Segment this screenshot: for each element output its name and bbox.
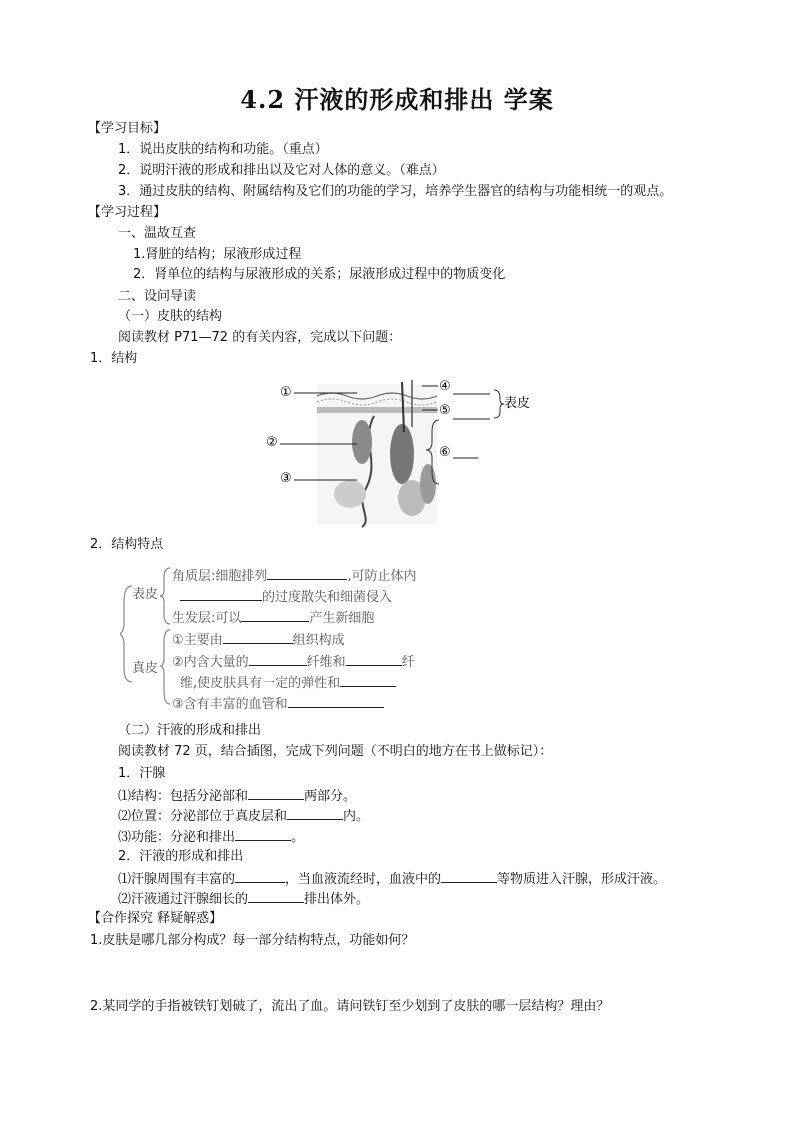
question-text: 排出体外。 [304, 892, 370, 907]
sweat-formation-title: 2．汗液的形成和排出 [118, 849, 244, 864]
question-text: 等物质进入汗腺，形成汗液。 [497, 872, 667, 887]
answer-blank[interactable] [235, 869, 285, 883]
hair-follicle-shape [390, 424, 414, 484]
feature-row [172, 652, 415, 672]
review-title: 一、温故互查 [118, 226, 197, 241]
feature-text: ,可防止体内 [347, 569, 417, 584]
fill-in-line [118, 869, 666, 889]
gland-shape [420, 464, 436, 504]
feature-row [172, 630, 345, 650]
question-text: 两部分。 [304, 789, 357, 804]
fill-in-line [118, 806, 369, 826]
sweat-section-title: （二）汗液的形成和排出 [118, 723, 262, 738]
question-text: ⑵汗液通过汗腺细长的 [118, 892, 249, 907]
guide-title: 二、设问导读 [118, 289, 197, 304]
answer-blank[interactable] [340, 673, 396, 687]
question-features: 2．结构特点 [90, 537, 164, 552]
marker-4: ④ [439, 379, 451, 394]
question-text: ⑵位置：分泌部位于真皮层和 [118, 809, 288, 824]
answer-blank[interactable] [288, 694, 384, 708]
goal-item: 2．说明汗液的形成和排出以及它对人体的意义。（难点） [118, 163, 445, 178]
feature-text: 组织构成 [292, 633, 345, 648]
review-item: 1.肾脏的结构；尿液形成过程 [133, 247, 302, 262]
fill-in-line [118, 786, 356, 806]
sweat-gland-title: 1．汗腺 [118, 766, 166, 781]
feature-text: 纤维和 [306, 655, 346, 670]
question-text: ⑶功能：分泌和排出 [118, 830, 236, 845]
marker-2: ② [266, 435, 278, 450]
feature-row [172, 608, 374, 628]
fat-tissue-shape [334, 480, 366, 508]
marker-6: ⑥ [439, 445, 451, 460]
feature-row [172, 566, 417, 586]
fill-in-line [118, 889, 369, 909]
discussion-question: 2.某同学的手指被铁钉划破了，流出了血。请问铁钉至少划到了皮肤的哪一层结构？理由？ [90, 999, 610, 1014]
goal-item: 1．说出皮肤的结构和功能。（重点） [118, 142, 328, 157]
answer-blank[interactable] [287, 806, 343, 820]
marker-5: ⑤ [439, 403, 451, 418]
figure-epidermis-label: 表皮 [504, 396, 531, 411]
question-structure: 1．结构 [90, 351, 138, 366]
answer-blank[interactable] [441, 869, 497, 883]
answer-blank[interactable] [241, 608, 309, 622]
feature-text: 产生新细胞 [309, 611, 375, 626]
sweat-gland-shape [352, 420, 372, 464]
process-heading: 【学习过程】 [88, 205, 167, 220]
page-title: 4.2 汗液的形成和排出 学案 [240, 85, 554, 114]
question-text: ，当血液流经时，血液中的 [285, 872, 442, 887]
feature-row [180, 587, 392, 607]
feature-text: 维,使皮肤具有一定的弹性和 [180, 676, 341, 691]
feature-text: 纤 [401, 655, 415, 670]
cooperation-heading: 【合作探究 释疑解惑】 [88, 911, 223, 926]
answer-blank[interactable] [249, 652, 307, 666]
question-text: 内。 [343, 809, 370, 824]
goals-heading: 【学习目标】 [88, 121, 167, 136]
feature-row [180, 673, 396, 693]
answer-blank[interactable] [223, 630, 293, 644]
answer-blank[interactable] [180, 587, 262, 601]
marker-3: ③ [280, 471, 292, 486]
brace-epidermis [494, 390, 504, 418]
answer-blank[interactable] [235, 827, 291, 841]
outer-brace [120, 586, 132, 682]
feature-row [172, 694, 384, 714]
dermis-brace [160, 630, 170, 704]
skin-section-title: （一）皮肤的结构 [118, 309, 223, 324]
goal-item: 3．通过皮肤的结构、附属结构及它们的功能的学习，培养学生器官的结构与功能相统一的观点。 [118, 184, 673, 199]
skin-read-instruction: 阅读教材 P71—72 的有关内容，完成以下问题： [118, 330, 402, 345]
feature-text: ③含有丰富的血管和 [172, 697, 288, 712]
answer-blank[interactable] [248, 786, 304, 800]
review-item: 2．肾单位的结构与尿液形成的关系；尿液形成过程中的物质变化 [133, 267, 506, 282]
answer-blank[interactable] [346, 652, 402, 666]
fill-in-line [118, 827, 304, 847]
answer-blank[interactable] [267, 566, 347, 580]
feature-text: ②内含大量的 [172, 655, 249, 670]
epidermis-brace [160, 568, 170, 624]
answer-blank[interactable] [248, 889, 304, 903]
skin-structure-figure [262, 372, 552, 528]
feature-text: 生发层:可以 [172, 611, 242, 626]
feature-text: ①主要由 [172, 633, 223, 648]
discussion-question: 1.皮肤是哪几部分构成？每一部分结构特点，功能如何？ [90, 933, 415, 948]
question-text: ⑴结构：包括分泌部和 [118, 789, 249, 804]
question-text: 。 [291, 830, 305, 845]
marker-1: ① [280, 385, 292, 400]
dermis-label: 真皮 [132, 661, 159, 676]
feature-text: 的过度散失和细菌侵入 [262, 590, 393, 605]
sweat-read-instruction: 阅读教材 72 页，结合插图，完成下列问题（不明白的地方在书上做标记）： [118, 744, 553, 759]
question-text: ⑴汗腺周围有丰富的 [118, 872, 236, 887]
feature-text: 角质层:细胞排列 [172, 569, 268, 584]
epidermis-label: 表皮 [132, 587, 159, 602]
